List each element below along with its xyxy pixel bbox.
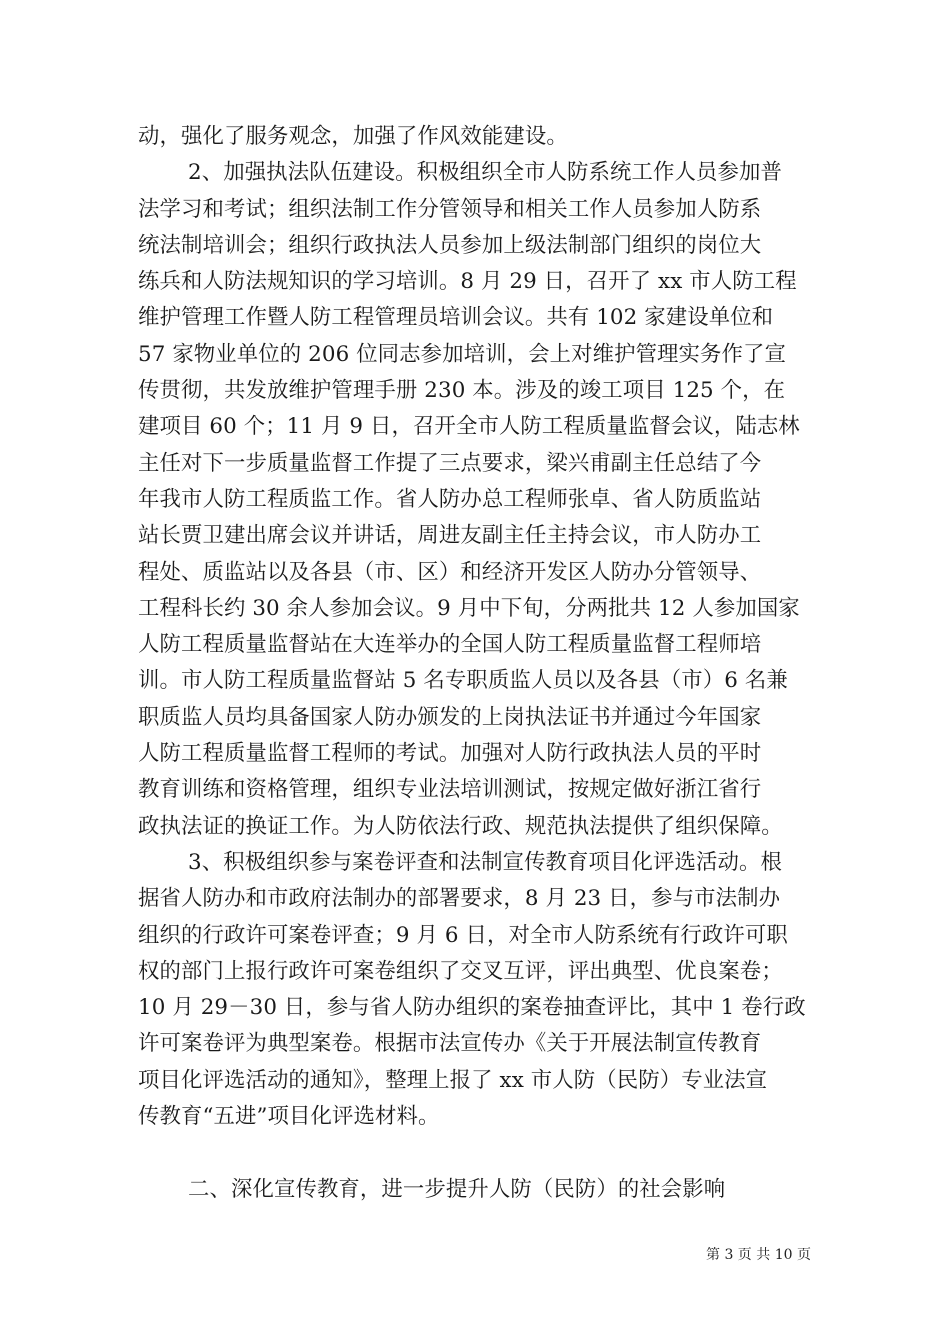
text-line: 程处、质监站以及各县（市、区）和经济开发区人防办分管领导、 bbox=[138, 559, 762, 585]
text-line: 练兵和人防法规知识的学习培训。8 月 29 日，召开了 xx 市人防工程 bbox=[138, 269, 797, 295]
text-line: 人防工程质量监督站在大连举办的全国人防工程质量监督工程师培 bbox=[138, 632, 762, 658]
text-line: 组织的行政许可案卷评查；9 月 6 日，对全市人防系统有行政许可职 bbox=[138, 922, 788, 948]
text-line: 教育训练和资格管理，组织专业法培训测试，按规定做好浙江省行 bbox=[138, 777, 762, 803]
text-line: 主任对下一步质量监督工作提了三点要求，梁兴甫副主任总结了今 bbox=[138, 450, 762, 476]
text-line: 据省人防办和市政府法制办的部署要求，8 月 23 日，参与市法制办 bbox=[138, 886, 781, 912]
text-line: 训。市人防工程质量监督站 5 名专职质监人员以及各县（市）6 名兼 bbox=[138, 668, 788, 694]
text-line: 维护管理工作暨人防工程管理员培训会议。共有 102 家建设单位和 bbox=[138, 305, 774, 331]
text-line: 许可案卷评为典型案卷。根据市法宣传办《关于开展法制宣传教育 bbox=[138, 1031, 762, 1057]
text-line: 项目化评选活动的通知》，整理上报了 xx 市人防（民防）专业法宣 bbox=[138, 1067, 768, 1093]
text-line: 人防工程质量监督工程师的考试。加强对人防行政执法人员的平时 bbox=[138, 741, 762, 767]
text-line: 建项目 60 个；11 月 9 日，召开全市人防工程质量监督会议，陆志林 bbox=[138, 414, 800, 440]
text-line: 10 月 29－30 日，参与省人防办组织的案卷抽查评比，其中 1 卷行政 bbox=[138, 995, 806, 1021]
page-footer: 第 3 页 共 10 页 bbox=[706, 1247, 811, 1263]
text-line: 职质监人员均具备国家人防办颁发的上岗执法证书并通过今年国家 bbox=[138, 704, 762, 730]
text-line: 政执法证的换证工作。为人防依法行政、规范执法提供了组织保障。 bbox=[138, 813, 783, 839]
text-line: 传教育“五进”项目化评选材料。 bbox=[138, 1104, 440, 1130]
text-line: 二、深化宣传教育，进一步提升人防（民防）的社会影响 bbox=[188, 1176, 726, 1202]
text-line: 法学习和考试；组织法制工作分管领导和相关工作人员参加人防系 bbox=[138, 196, 762, 222]
text-line: 工程科长约 30 余人参加会议。9 月中下旬，分两批共 12 人参加国家 bbox=[138, 595, 800, 621]
text-line: 权的部门上报行政许可案卷组织了交叉互评，评出典型、优良案卷； bbox=[138, 958, 783, 984]
text-line bbox=[138, 1135, 810, 1171]
text-line: 2、加强执法队伍建设。积极组织全市人防系统工作人员参加普 bbox=[188, 160, 782, 186]
text-line: 动，强化了服务观念，加强了作风效能建设。 bbox=[138, 124, 568, 149]
text-line: 传贯彻，共发放维护管理手册 230 本。涉及的竣工项目 125 个，在 bbox=[138, 378, 786, 404]
text-line: 统法制培训会；组织行政执法人员参加上级法制部门组织的岗位大 bbox=[138, 232, 762, 258]
text-line: 57 家物业单位的 206 位同志参加培训，会上对维护管理实务作了宣 bbox=[138, 341, 787, 367]
text-line: 年我市人防工程质监工作。省人防办总工程师张卓、省人防质监站 bbox=[138, 486, 762, 512]
text-line: 3、积极组织参与案卷评查和法制宣传教育项目化评选活动。根 bbox=[188, 849, 782, 875]
text-line: 站长贾卫建出席会议并讲话，周进友副主任主持会议，市人防办工 bbox=[138, 523, 762, 549]
document-body bbox=[138, 119, 810, 1208]
